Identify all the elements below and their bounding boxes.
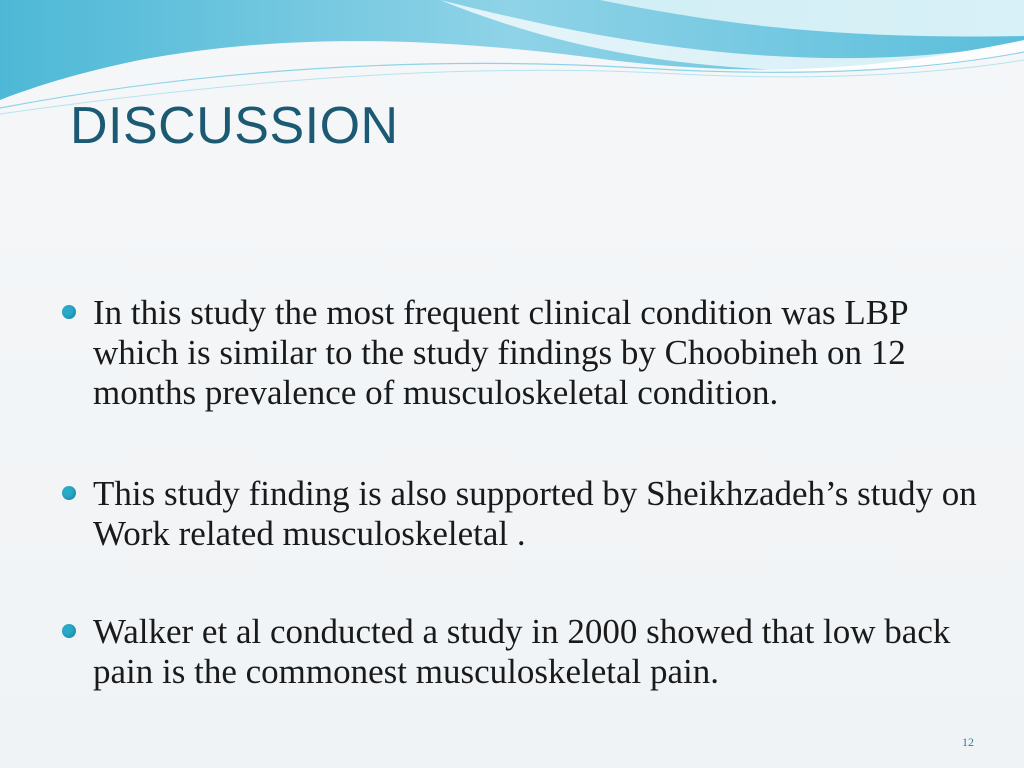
bullet-text: Walker et al conducted a study in 2000 showed that low back pain is the commonest musculoskeletal pain. xyxy=(93,612,951,691)
bullet-text: This study finding is also supported by Sheikhzadeh’s study on Work related musculoskeletal . xyxy=(93,474,977,553)
bullet-dot-icon xyxy=(62,486,76,500)
bullet-list xyxy=(62,293,982,692)
slide-title: DISCUSSION xyxy=(70,97,399,155)
bullet-dot-icon xyxy=(62,305,76,319)
bullet-item xyxy=(62,612,982,692)
bullet-text: In this study the most frequent clinical condition was LBP which is similar to the study findings by Choobineh on 12 months prevalence of musculoskeletal condition. xyxy=(93,293,908,412)
slide-number: 12 xyxy=(962,735,974,749)
bullet-item xyxy=(62,474,982,554)
bullet-dot-icon xyxy=(62,624,76,638)
bullet-item xyxy=(62,293,982,413)
